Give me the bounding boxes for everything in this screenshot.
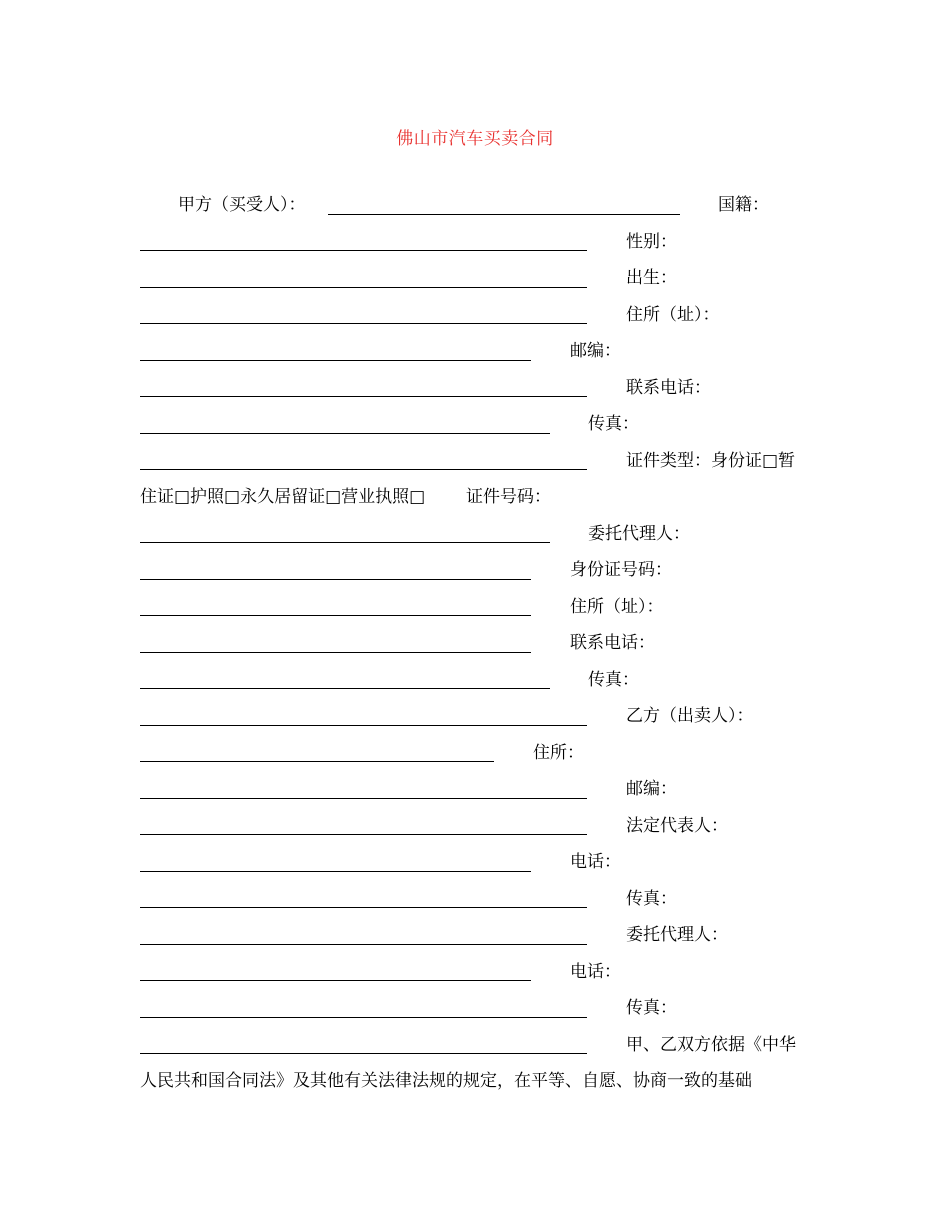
- form-row: [140, 226, 815, 263]
- field-label: 乙方（出卖人）：: [626, 706, 754, 726]
- form-row: [140, 737, 815, 774]
- blank-line: [140, 798, 587, 799]
- blank-line: [140, 944, 587, 945]
- blank-line: [140, 469, 587, 470]
- field-label: 联系电话：: [570, 633, 655, 653]
- blank-line: [140, 688, 550, 689]
- contract-parties-section: [140, 189, 815, 1102]
- field-label: 住所：: [533, 742, 584, 763]
- blank-line: [140, 1017, 587, 1018]
- form-row: [140, 1029, 815, 1066]
- field-label: 身份证号码：: [570, 560, 672, 580]
- blank-line: [140, 615, 531, 616]
- field-label: 联系电话：: [626, 377, 711, 398]
- field-label: 证件类型：身份证□暂: [626, 450, 796, 471]
- field-label: 传真：: [588, 669, 639, 690]
- blank-line: [140, 433, 550, 434]
- form-row: [140, 518, 815, 555]
- form-row: [140, 481, 815, 518]
- form-row: [140, 883, 815, 920]
- blank-line: [140, 287, 587, 288]
- field-label: 电话：: [570, 852, 621, 872]
- form-row: [140, 664, 815, 701]
- blank-line: [140, 396, 587, 397]
- document-title: 佛山市汽车买卖合同: [396, 129, 554, 149]
- blank-line: [140, 652, 531, 653]
- field-label: 住所（址）：: [626, 304, 720, 325]
- form-row: [140, 554, 815, 591]
- field-label: 出生：: [626, 268, 677, 288]
- blank-line: [140, 907, 587, 908]
- form-row: [140, 372, 815, 409]
- field-label: 甲、乙双方依据《中华: [626, 1034, 796, 1055]
- blank-line: [140, 323, 587, 324]
- blank-line: [140, 579, 531, 580]
- field-label: 委托代理人：: [588, 523, 690, 544]
- form-row: [140, 627, 815, 664]
- field-label: 传真：: [588, 414, 639, 434]
- field-label: 证件号码：: [466, 487, 551, 507]
- field-label: 邮编：: [570, 341, 621, 361]
- form-row: [140, 700, 815, 737]
- id-type-continued-text: 住证□护照□永久居留证□营业执照□: [140, 487, 426, 507]
- closing-paragraph-text: 人民共和国合同法》及其他有关法律法规的规定，在平等、自愿、协商一致的基础: [140, 1071, 752, 1091]
- form-row: [140, 919, 815, 956]
- blank-line: [140, 360, 531, 361]
- field-label: 传真：: [626, 888, 677, 909]
- form-row: [140, 810, 815, 847]
- field-label: 邮编：: [626, 779, 677, 799]
- party-a-label: 甲方（买受人）：: [178, 195, 306, 215]
- field-label: 法定代表人：: [626, 815, 728, 836]
- form-row: [140, 445, 815, 482]
- field-label: 传真：: [626, 998, 677, 1018]
- form-row: [140, 956, 815, 993]
- nationality-label: 国籍：: [718, 195, 769, 215]
- field-label: 性别：: [626, 231, 677, 252]
- party-a-row: [140, 189, 815, 226]
- blank-line: [140, 725, 587, 726]
- blank-line: [140, 250, 587, 251]
- field-label: 委托代理人：: [626, 925, 728, 945]
- form-row: [140, 591, 815, 628]
- blank-line: [140, 1053, 587, 1054]
- form-row: [140, 773, 815, 810]
- blank-line: [140, 980, 531, 981]
- form-row: [140, 846, 815, 883]
- field-label: 住所（址）：: [570, 596, 664, 617]
- blank-line: [140, 761, 494, 762]
- form-row: [140, 335, 815, 372]
- party-a-blank: [328, 214, 680, 215]
- form-row: [140, 299, 815, 336]
- form-row: [140, 408, 815, 445]
- blank-line: [140, 542, 550, 543]
- form-row: [140, 262, 815, 299]
- closing-text-row: [140, 1065, 815, 1102]
- blank-line: [140, 871, 531, 872]
- blank-line: [140, 834, 587, 835]
- field-label: 电话：: [570, 961, 621, 982]
- form-row: [140, 992, 815, 1029]
